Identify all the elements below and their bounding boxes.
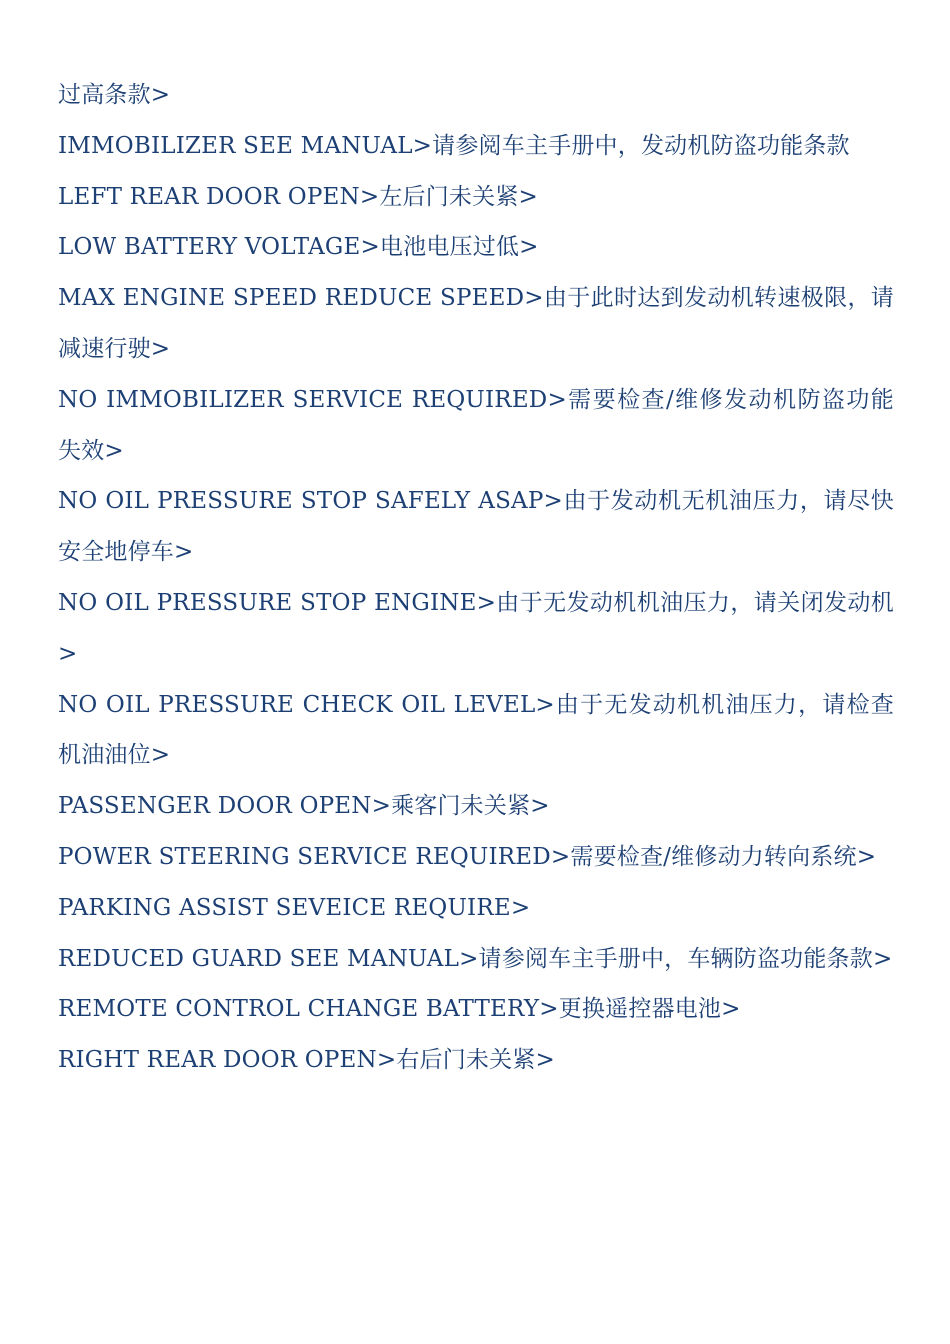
message-entry: NO OIL PRESSURE CHECK OIL LEVEL>由于无发动机机油压力，请检查机油油位> [58,691,894,769]
message-entry: POWER STEERING SERVICE REQUIRED>需要检查/维修动力转向系统> [58,843,877,870]
message-entry: PASSENGER DOOR OPEN>乘客门未关紧> [58,793,550,820]
message-entry: IMMOBILIZER SEE MANUAL>请参阅车主手册中，发动机防盗功能条款 [58,132,850,159]
message-entry: PARKING ASSIST SEVEICE REQUIRE> [58,894,531,921]
message-entry: MAX ENGINE SPEED REDUCE SPEED>由于此时达到发动机转速极限，请减速行驶> [58,285,894,362]
message-entry: LEFT REAR DOOR OPEN>左后门未关紧> [58,183,538,210]
message-entry: NO OIL PRESSURE STOP SAFELY ASAP>由于发动机无机油压力，请尽快安全地停车> [58,488,894,566]
message-entry: REMOTE CONTROL CHANGE BATTERY>更换遥控器电池> [58,996,741,1023]
document-body [58,70,894,1086]
message-entry: NO OIL PRESSURE STOP ENGINE>由于无发动机机油压力，请关闭发动机> [58,589,894,667]
message-entry: 过高条款> [58,82,171,108]
message-entry: LOW BATTERY VOLTAGE>电池电压过低> [58,234,539,261]
message-entry: NO IMMOBILIZER SERVICE REQUIRED>需要检查/维修发动机防盗功能失效> [58,386,894,464]
message-entry: REDUCED GUARD SEE MANUAL>请参阅车主手册中，车辆防盗功能条款> [58,945,893,972]
message-entry: RIGHT REAR DOOR OPEN>右后门未关紧> [58,1047,556,1074]
